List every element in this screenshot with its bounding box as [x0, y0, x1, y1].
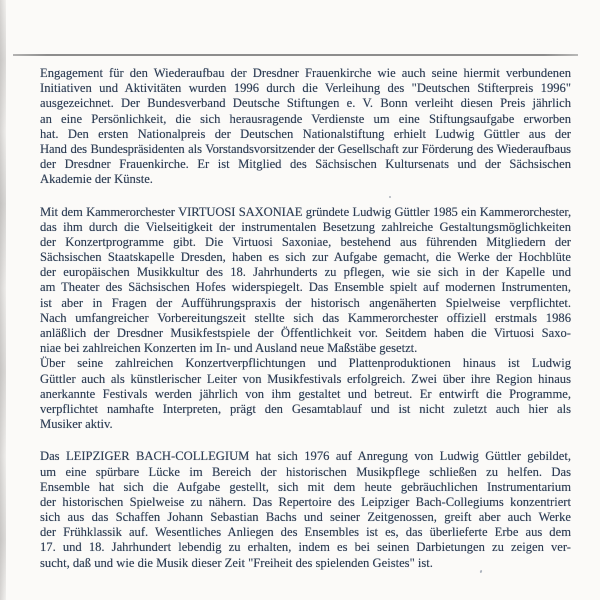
biography-text-block: [40, 66, 571, 571]
text-line: Über seine zahlreichen Konzertverpflichtungen und Plattenproduktionen hinaus ist Ludwig: [40, 356, 571, 371]
paragraph-virtuosi-saxoniae: [40, 205, 571, 433]
text-line: verpflichtet namhafte Interpreten, prägt den Gesamtablauf und ist nicht zuletzt auch hier als: [40, 401, 571, 416]
text-line: Sächsischen Staatskapelle Dresden, haben es sich zur Aufgabe gemacht, die Werke der Hochblüte: [40, 250, 571, 265]
text-line: Initiativen und Aktivitäten wurden 1996 durch die Verleihung des "Deutschen Stifterpreis 1996": [40, 81, 571, 96]
text-line: anläßlich der Dresdner Musikfestspiele der Öffentlichkeit vor. Seitdem haben die Virtuosi Saxo-: [40, 326, 571, 340]
text-line: hat. Den ersten Nationalpreis der Deutschen Nationalstiftung erhielt Ludwig Güttler aus der: [40, 126, 571, 141]
text-line: ausgezeichnet. Der Bundesverband Deutsche Stiftungen e. V. Bonn verleiht diesen Preis jährlich: [40, 96, 571, 111]
text-line: Hand des Bundespräsidenten als Vorstandsvorsitzender der Gesellschaft zur Förderung des Wiederaufbaus: [40, 141, 571, 156]
scan-speck: [389, 196, 391, 198]
text-line: das ihm durch die Vielseitigkeit der instrumentalen Besetzung zahlreiche Gestaltungsmöglichkeiten: [40, 219, 571, 234]
text-line: ist aber in Fragen der Aufführungspraxis der historisch angenäherten Spielweise verpflichtet.: [40, 295, 571, 310]
text-line: Mit dem Kammerorchester VIRTUOSI SAXONIAE gründete Ludwig Güttler 1985 ein Kammerorchester,: [40, 204, 571, 219]
text-line: niae bei zahlreichen Konzerten im In- und Ausland neue Maßstäbe gesetzt.: [40, 341, 418, 356]
paragraph-stifterpreis: [40, 66, 571, 188]
paragraph-leipziger-bach-collegium: [40, 449, 571, 571]
scan-speck: [480, 570, 483, 574]
text-line: am Theater des Sächsischen Hofes widerspiegelt. Das Ensemble spielt auf modernen Instrumenten,: [40, 280, 571, 295]
text-line: Engagement für den Wiederaufbau der Dresdner Frauenkirche wie auch seine hiermit verbundenen: [40, 66, 571, 80]
text-line: Das LEIPZIGER BACH-COLLEGIUM hat sich 1976 auf Anregung von Ludwig Güttler gebildet,: [40, 449, 571, 464]
text-line: Musiker aktiv.: [40, 417, 113, 432]
text-line: Akademie der Künste.: [40, 172, 153, 187]
text-line: der historischen Spielweise zu nähern. Das Repertoire des Leipziger Bach-Collegiums konzentriert: [40, 494, 571, 509]
page-left-scan-edge: [0, 0, 6, 600]
text-line: Nach umfangreicher Vorbereitungszeit stellte sich das Kammerorchester offiziell erstmals 1986: [40, 310, 571, 325]
text-line: sich aus das Schaffen Johann Sebastian Bachs und seiner Zeitgenossen, greift aber auch Werke: [40, 510, 571, 525]
top-divider-rule: [13, 54, 578, 56]
text-line: der Frühklassik auf. Wesentliches Anliegen des Ensembles ist es, das überlieferte Erbe aus dem: [40, 525, 571, 540]
text-line: 17. und 18. Jahrhundert lebendig zu erhalten, indem es bei seinen Darbietungen zu zeigen ver-: [40, 540, 571, 555]
text-line: um eine spürbare Lücke im Bereich der historischen Musikpflege schließen zu helfen. Das: [40, 464, 571, 479]
text-line: Ensemble hat sich die Aufgabe gestellt, sich mit dem heute gebräuchlichen Instrumentarium: [40, 479, 571, 494]
text-line: der europäischen Musikkultur des 18. Jahrhunderts zu pflegen, wie sie sich in der Kapelle und: [40, 265, 571, 280]
text-line: sucht, daß und wie die Musik dieser Zeit "Freiheit des spielenden Geistes" ist.: [40, 555, 433, 570]
text-line: der Dresdner Frauenkirche. Er ist Mitglied des Sächsischen Kultursenats und der Sächsischen: [40, 157, 571, 172]
text-line: an eine Persönlichkeit, die sich herausragende Verdienste um eine Stiftungsaufgabe erworben: [40, 111, 571, 126]
text-line: Güttler auch als künstlerischer Leiter von Musikfestivals erfolgreich. Zwei über ihre Region hinaus: [40, 371, 571, 386]
text-line: anerkannte Festivals werden jährlich von ihm gestaltet und betreut. Er entwirft die Programme,: [40, 386, 571, 401]
text-line: der Konzertprogramme gibt. Die Virtuosi Saxoniae, bestehend aus führenden Mitgliedern der: [40, 234, 571, 249]
